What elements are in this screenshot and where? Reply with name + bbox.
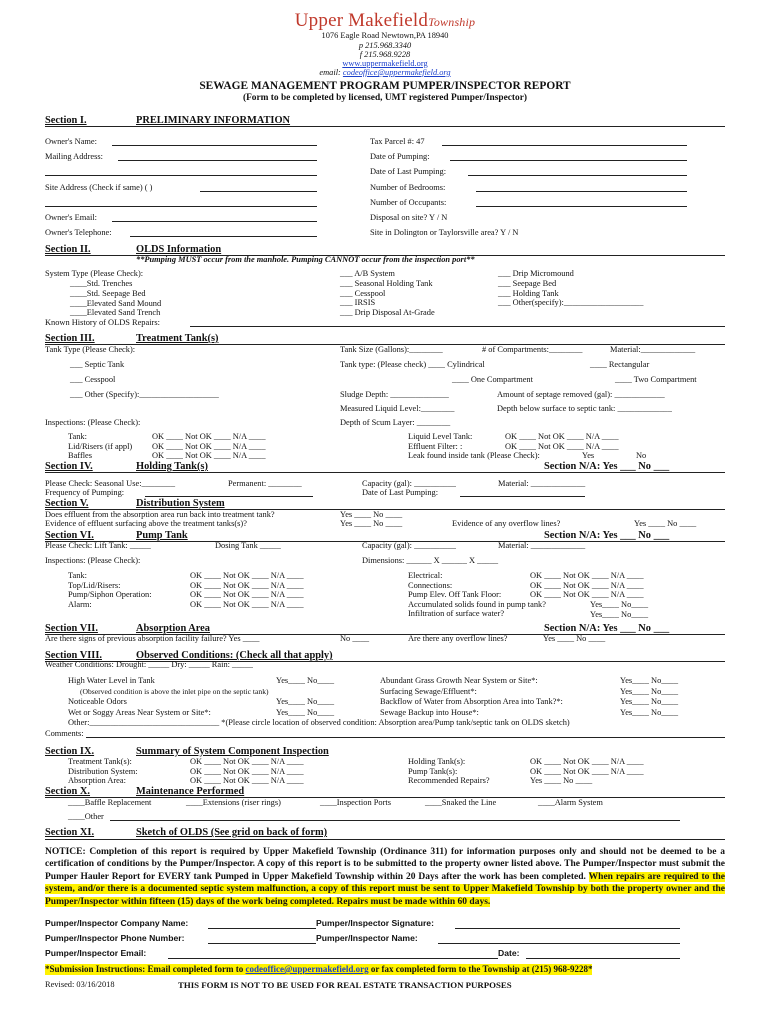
holding-permanent: Permanent: ________ (228, 479, 302, 488)
pump-elev-ok[interactable]: OK ____ Not OK ____ N/A ____ (530, 590, 644, 599)
pump-yn[interactable]: Yes____ No____ Yes____ No____ (590, 600, 649, 619)
comments-field[interactable] (86, 737, 725, 738)
date-pumping-field[interactable] (450, 160, 687, 161)
cond-high-water: High Water Level in Tank (68, 676, 155, 685)
website-link[interactable]: www.uppermakefield.org (342, 59, 428, 68)
system-type-col-3: ___ Drip Micromound ___ Seepage Bed ___ Holding Tank ___ Other(specify):___________________ (498, 269, 644, 308)
cond-note: (Observed condition is above the inlet pipe on the septic tank) (80, 687, 269, 696)
pump-capacity: Capacity (gal): __________ (362, 541, 456, 550)
comments-label: Comments: (45, 729, 84, 738)
section-7-title: Absorption Area (136, 623, 210, 634)
maint-other: ____Other (68, 812, 104, 821)
section-4-na[interactable]: Section N/A: Yes ___ No ___ (544, 461, 670, 472)
section-8-title: Observed Conditions: (Check all that apply) (136, 650, 333, 661)
section-1-title: PRELIMINARY INFORMATION (136, 115, 291, 126)
disposal-label: Disposal on site? Y / N (370, 213, 448, 222)
maint-baffle[interactable]: ____Baffle Replacement (68, 798, 152, 807)
section-10-label: Section X. (45, 786, 91, 797)
date-pumping-label: Date of Pumping: (370, 152, 430, 161)
phone-number-field[interactable] (208, 943, 316, 944)
section-4-label: Section IV. (45, 461, 93, 472)
section-4-title: Holding Tank(s) (136, 461, 208, 472)
pumping-note: **Pumping MUST occur from the manhole. Pumping CANNOT occur from the inspection port** (136, 255, 475, 264)
surfacing-question: Evidence of effluent surfacing above the treatment tanks(s)? (45, 519, 247, 528)
liquid-level: Measured Liquid Level:________ (340, 404, 455, 413)
overflow-answer[interactable]: Yes ____ No ____ (634, 519, 697, 528)
township-logo (0, 10, 770, 32)
notice-highlight: When repairs are required to the system, and/or there is a documented septic system malfunction, a copy of this report must be sent to Upper Makefield Township by both the property owner and the Pumper/Inspector within fifteen (15) days of the work being completed. Repairs must be made within 60 days. (45, 871, 726, 907)
cond-right-rows: Abundant Grass Growth Near System or Site*: Surfacing Sewage/Effluent*: Backflow of Water from Absorption Area into Tank?*: Sewage Backup into House*: (380, 676, 563, 717)
sludge-depth: Sludge Depth: ______________ (340, 390, 449, 399)
inspector-email-label: Pumper/Inspector Email: (45, 948, 147, 958)
system-type-col-1: ____Std. Trenches ____Std. Seepage Bed ____Elevated Sand Mound ____Elevated Sand Trench (70, 279, 162, 318)
depth-below-surface: Depth below surface to septic tank: _____________ (497, 404, 672, 413)
date-last-label: Date of Last Pumping: (370, 167, 447, 176)
brand-suffix: Township (428, 15, 476, 29)
date-last-field[interactable] (468, 175, 687, 176)
tank-size: Tank Size (Gallons):________ (340, 345, 443, 354)
form-title: SEWAGE MANAGEMENT PROGRAM PUMPER/INSPECTOR REPORT (199, 80, 571, 92)
dosing-tank[interactable]: Dosing Tank _____ (215, 541, 281, 550)
section-6-title: Pump Tank (136, 530, 188, 541)
cond-high-water-yn[interactable]: Yes____ No____ (276, 676, 335, 685)
inspections-label: Inspections: (Please Check): (45, 418, 141, 427)
section-7-label: Section VII. (45, 623, 98, 634)
inspector-name-field[interactable] (438, 943, 680, 944)
maint-other-field[interactable] (110, 820, 680, 821)
runback-answer[interactable]: Yes ____ No ____ (340, 510, 403, 519)
bedrooms-field[interactable] (476, 191, 687, 192)
absorption-overflow-answer[interactable]: Yes ____ No ____ (543, 634, 606, 643)
pump-check: Please Check: Lift Tank: _____ (45, 541, 151, 550)
fax: f 215.968.9228 (359, 50, 411, 59)
compartments: # of Compartments:________ (482, 345, 583, 354)
section-2-label: Section II. (45, 244, 91, 255)
cond-wet-yn[interactable]: Yes____ No____ (276, 708, 335, 717)
tax-parcel-label: Tax Parcel #: 47 (370, 137, 425, 146)
section-8-label: Section VIII. (45, 650, 102, 661)
surfacing-answer[interactable]: Yes ____ No ____ (340, 519, 403, 528)
failure-no[interactable]: No ____ (340, 634, 370, 643)
email-label: email: (319, 68, 341, 77)
runback-question: Does effluent from the absorption area run back into treatment tank? (45, 510, 275, 519)
liquid-gauge-rows: Liquid Level Tank: Effluent Filter: : Leak found inside tank (Please Check): (408, 432, 540, 461)
absorption-overflow-question: Are there any overflow lines? (408, 634, 508, 643)
system-type-label: System Type (Please Check): (45, 269, 144, 278)
inspection-ok[interactable]: OK ____ Not OK ____ N/A ____ OK ____ Not OK ____ N/A ____ OK ____ Not OK ____ N/A ____ (152, 432, 266, 461)
footer-notice: THIS FORM IS NOT TO BE USED FOR REAL ESTATE TRANSACTION PURPOSES (178, 980, 512, 990)
pump-ok[interactable]: OK ____ Not OK ____ N/A ____ OK ____ Not OK ____ N/A ____ OK ____ Not OK ____ N/A ____ OK ____ Not OK ____ N/A ____ (190, 571, 304, 609)
date-field[interactable] (526, 958, 680, 959)
system-type-col-2: ___ A/B System ___ Seasonal Holding Tank ___ Cesspool ___ IRSIS ___ Drip Disposal At-Grade (340, 269, 435, 318)
frequency-label: Frequency of Pumping: (45, 488, 125, 497)
cond-odors-yn[interactable]: Yes____ No____ (276, 697, 335, 706)
owner-name-field[interactable] (112, 145, 317, 146)
mailing-field-2[interactable] (45, 175, 317, 176)
section-11-title: Sketch of OLDS (See grid on back of form) (136, 827, 328, 838)
scum-depth: Depth of Scum Layer: ________ (340, 418, 451, 427)
section-3-label: Section III. (45, 333, 95, 344)
company-name-field[interactable] (208, 928, 316, 929)
occupants-label: Number of Occupants: (370, 198, 447, 207)
phone: p 215.968.3340 (358, 41, 412, 50)
dolington-label: Site in Dolington or Taylorsville area? Y / N (370, 228, 519, 237)
failure-question: Are there signs of previous absorption facility failure? Yes ____ (45, 634, 260, 643)
liquid-gauge-ok[interactable]: OK ____ Not OK ____ N/A ____ OK ____ Not OK ____ N/A ____ (505, 432, 619, 451)
submission-email-link[interactable]: codeoffice@uppermakefield.org (245, 964, 369, 974)
owner-email-label: Owner's Email: (45, 213, 97, 222)
two-compartment-option[interactable]: ____ Two Compartment (615, 375, 697, 384)
section-6-label: Section VI. (45, 530, 94, 541)
tax-parcel-field[interactable] (442, 145, 687, 146)
site-address-field[interactable] (200, 191, 317, 192)
section-11-label: Section XI. (45, 827, 95, 838)
occupants-field[interactable] (476, 206, 687, 207)
date-label: Date: (498, 948, 520, 958)
pump-material: Material: _____________ (498, 541, 586, 550)
pump-rows: Tank: Top/Lid/Risers: Pump/Siphon Operation: Alarm: (68, 571, 152, 609)
brand-name: Upper Makefield (294, 10, 429, 31)
section-10-title: Maintenance Performed (136, 786, 245, 797)
holding-check: Please Check: Seasonal Use:________ (45, 479, 176, 488)
inspector-email-field[interactable] (168, 958, 498, 959)
leak-yes[interactable]: Yes (582, 451, 595, 460)
site-address-label: Site Address (Check if same) ( ) (45, 183, 153, 192)
phone-number-label: Pumper/Inspector Phone Number: (45, 933, 185, 943)
cond-right-yn[interactable]: Yes____ No____ Yes____ No____ Yes____ No____ Yes____ No____ (620, 676, 679, 717)
summary-ok[interactable]: OK ____ Not OK ____ N/A ____ OK ____ Not OK ____ N/A ____ OK ____ Not OK ____ N/A ____ (190, 757, 304, 786)
summary-right-ok[interactable]: OK ____ Not OK ____ N/A ____ OK ____ Not OK ____ N/A ____ Yes ____ No ____ (530, 757, 644, 786)
summary-right-rows: Holding Tank(s): Pump Tank(s): Recommended Repairs? (408, 757, 490, 786)
pump-right-ok[interactable]: OK ____ Not OK ____ N/A ____ OK ____ Not OK ____ N/A ____ (530, 571, 644, 590)
inspection-rows: Tank: Lid/Risers (if appl) Baffles (68, 432, 133, 461)
tank-type-label: Tank Type (Please Check): (45, 345, 136, 354)
frequency-field[interactable] (145, 496, 313, 497)
one-compartment-option[interactable]: ____ One Compartment (452, 375, 533, 384)
email-link[interactable]: codeoffice@uppermakefield.org (342, 68, 451, 77)
cond-other: Other:_______________________________ *(Please circle location of observed condition: Absorption area/Pump tank/septic tank on OLDS sketch) (68, 718, 570, 727)
section-2-title: OLDS Information (136, 244, 222, 255)
maint-snaked[interactable]: ____Snaked the Line (425, 798, 497, 807)
summary-rows: Treatment Tank(s): Distribution System: Absorption Area: (68, 757, 138, 786)
signature-label: Pumper/Inspector Signature: (316, 918, 434, 928)
signature-field[interactable] (455, 928, 680, 929)
cond-wet-areas: Wet or Soggy Areas Near System or Site*: (68, 708, 211, 717)
pump-right-rows: Electrical: Connections: Pump Elev. Off Tank Floor: Accumulated solids found in pump tank? Infiltration of surface water? (408, 571, 546, 619)
submission-instructions: *Submission Instructions: Email completed form to codeoffice@uppermakefield.org or fax completed form to the Township at (215) 968-9228* (45, 964, 593, 974)
section-6-na[interactable]: Section N/A: Yes ___ No ___ (544, 530, 670, 541)
cesspool-option[interactable]: ___ Cesspool (70, 375, 116, 384)
cond-odors: Noticeable Odors (68, 697, 127, 706)
maint-alarm[interactable]: ____Alarm System (538, 798, 603, 807)
section-9-label: Section IX. (45, 746, 95, 757)
section-7-na[interactable]: Section N/A: Yes ___ No ___ (544, 623, 670, 634)
tank-shape: Tank type: (Please check) ____ Cylindrical (340, 360, 485, 369)
holding-capacity: Capacity (gal): __________ (362, 479, 456, 488)
tank-material: Material:_____________ (610, 345, 696, 354)
inspector-name-label: Pumper/Inspector Name: (316, 933, 418, 943)
owner-tel-label: Owner's Telephone: (45, 228, 112, 237)
repair-history-label: Known History of OLDS Repairs: (45, 318, 160, 327)
maint-inspection-ports[interactable]: ____Inspection Ports (320, 798, 391, 807)
overflow-question: Evidence of any overflow lines? (452, 519, 561, 528)
address: 1076 Eagle Road Newtown,PA 18940 (321, 31, 449, 40)
leak-no[interactable]: No (636, 451, 647, 460)
other-tank-option[interactable]: ___ Other (Specify):___________________ (70, 390, 219, 399)
section-1-label: Section I. (45, 115, 87, 126)
mailing-label: Mailing Address: (45, 152, 103, 161)
holding-date-last: Date of Last Pumping: (362, 488, 439, 497)
holding-date-last-field[interactable] (460, 496, 585, 497)
septic-tank-option[interactable]: ___ Septic Tank (70, 360, 125, 369)
pump-inspections-label: Inspections: (Please Check): (45, 556, 141, 565)
septage-removed: Amount of septage removed (gal): ____________ (497, 390, 665, 399)
holding-material: Material: _____________ (498, 479, 586, 488)
repair-history-field[interactable] (190, 326, 725, 327)
section-5-title: Distribution System (136, 498, 225, 509)
form-subtitle: (Form to be completed by licensed, UMT registered Pumper/Inspector) (242, 93, 528, 103)
owner-name-label: Owner's Name: (45, 137, 97, 146)
site-address-field-2[interactable] (45, 206, 317, 207)
bedrooms-label: Number of Bedrooms: (370, 183, 446, 192)
section-3-title: Treatment Tank(s) (136, 333, 219, 344)
section-9-title: Summary of System Component Inspection (136, 746, 329, 757)
owner-tel-field[interactable] (130, 236, 317, 237)
notice-paragraph: NOTICE: Completion of this report is required by Upper Makefield Township (Ordinance 311) for information purposes only and should not be deemed to be a certification of conditions by the Pumper/Inspector. A copy of this report is to be submitted to the property owner listed above. The Pumper/Inspector must submit the Pumper Hauler Report for EVERY tank Pumped in Upper Makefield Township within 20 Days after the work has been completed. When repairs are required to the system, and/or there is a documented septic system malfunction, a copy of this report must be sent to Upper Makefield Township by both the property owner and the Pumper/Inspector within fifteen (15) days of the work being completed. Repairs must be made within 60 days. (45, 847, 726, 907)
weather-conditions: Weather Conditions: Drought: _____ Dry: _____ Rain: _____ (45, 660, 253, 669)
owner-email-field[interactable] (112, 221, 317, 222)
section-5-label: Section V. (45, 498, 89, 509)
mailing-field[interactable] (118, 160, 317, 161)
company-name-label: Pumper/Inspector Company Name: (45, 918, 189, 928)
revised-date: Revised: 03/16/2018 (45, 980, 115, 989)
rectangular-option[interactable]: ____ Rectangular (590, 360, 650, 369)
maint-extensions[interactable]: ____Extensions (riser rings) (186, 798, 281, 807)
pump-dimensions: Dimensions: ______ X ______ X _____ (362, 556, 499, 565)
